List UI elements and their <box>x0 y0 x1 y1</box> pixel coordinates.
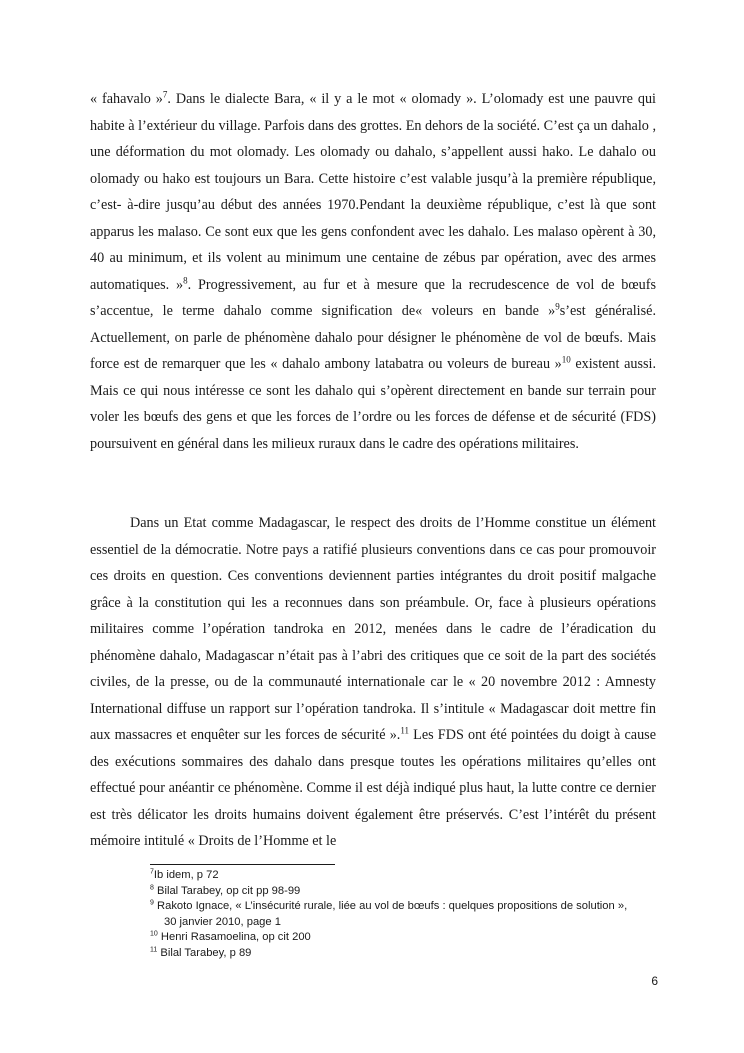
paragraph-1-text-3: . Progressivement, au fur et à mesure que la recrudescence de vol de bœufs s’accentue, le terme dahalo comme signification de« voleurs en bande » <box>90 276 656 319</box>
footnote-text: Henri Rasamoelina, op cit 200 <box>157 931 311 944</box>
footnote-8 <box>150 884 650 900</box>
footnote-ref-11: 11 <box>400 725 410 736</box>
footnote-11 <box>150 946 650 962</box>
footnote-text: Bilal Tarabey, p 89 <box>157 946 252 959</box>
footnote-continuation: 30 janvier 2010, page 1 <box>164 915 281 928</box>
page-number: 6 <box>651 974 658 988</box>
paragraph-1-text-1: « fahavalo » <box>90 91 163 107</box>
paragraph-2-text-1: Dans un Etat comme Madagascar, le respect des droits de l’Homme constitue un élément essentiel de la démocratie. Notre pays a ratifié plusieurs conventions dans ce cas pour promouvoir ces droits en question. Ces conventions deviennent parties intégrantes du droit positif malgache grâce à la constitution qui les a reconnues dans son préambule. Or, face à plusieurs opérations militaires comme l’opération tandroka en 2012, menées dans le cadre de l’éradication du phénomène dahalo, Madagascar n’était pas à l’abri des critiques que ce soit de la part des sociétés civiles, de la presse, ou de la communauté internationale car le « 20 novembre 2012 : Amnesty International diffuse un rapport sur l’opération tandroka. Il s’intitule « Madagascar doit mettre fin aux massacres et enquêter sur les forces de sécurité ». <box>90 515 656 743</box>
footnote-text: Ib idem, p 72 <box>153 869 219 881</box>
paragraph-2-text-2: Les FDS ont été pointées du doigt à cause des exécutions sommaires des dahalo dans presque toutes les opérations militaires qu’elles ont effectué pour anéantir ce phénomène. Comme il est déjà indiqué plus haut, la lutte contre ce dernier est très délicator les droits humains doivent également être préservés. C’est l’intérêt du présent mémoire intitulé « Droits de l’Homme et le <box>90 727 656 849</box>
footnote-ref-9: 9 <box>555 301 560 312</box>
footnote-ref-8: 8 <box>183 274 188 285</box>
footnote-number: 9 <box>150 899 154 907</box>
footnote-10 <box>150 930 650 946</box>
footnote-number: 8 <box>150 883 154 891</box>
paragraph-1-text-2: . Dans le dialecte Bara, « il y a le mot « olomady ». L’olomady est une pauvre qui habite à l’extérieur du village. Parfois dans des grottes. En dehors de la société. C’est ça un dahalo , une déformation du mot olomady. Les olomady ou dahalo, s’appellent aussi hako. Le dahalo ou olomady ou hako est toujours un Bara. Cette histoire c’est valable jusqu’à la première république, c’est- à-dire jusqu’au début des années 1970.Pendant la deuxième république, c’est là que sont apparus les malaso. Ce sont eux que les gens confondent avec les dahalo. Les malaso opèrent à 30, 40 au minimum, et ils volent au minimum une centaine de zébus par opération, avec des armes automatiques. » <box>90 91 656 293</box>
footnote-text: Rakoto Ignace, « L’insécurité rurale, liée au vol de bœufs : quelques propositions de solution », <box>153 900 628 913</box>
footnotes <box>150 868 650 962</box>
paragraph-1-text-4: s’est généralisé. Actuellement, on parle de phénomène dahalo pour désigner le phénomène de vol de bœufs. Mais force est de remarquer que les « dahalo ambony latabatra ou voleurs de bureau » <box>90 303 656 372</box>
body-paragraph-1 <box>90 86 656 457</box>
body-paragraph-2 <box>90 510 656 855</box>
footnote-7 <box>150 868 650 884</box>
footnote-ref-10: 10 <box>561 354 571 365</box>
footnote-9 <box>150 899 650 930</box>
footnote-ref-7: 7 <box>162 89 168 100</box>
footnote-separator <box>150 864 335 865</box>
footnote-number: 10 <box>150 930 158 938</box>
footnote-text: Bilal Tarabey, op cit pp 98-99 <box>153 884 301 897</box>
footnote-number: 11 <box>150 946 158 954</box>
paragraph-1-text-5: existent aussi. Mais ce qui nous intéresse ce sont les dahalo qui s’opèrent directement en bande sur terrain pour voler les bœufs des gens et que les forces de l’ordre ou les forces de défense et de sécurité (FDS) poursuivent en général dans les milieux ruraux dans le cadre des opérations militaires. <box>90 356 656 452</box>
footnote-number: 7 <box>150 868 154 876</box>
